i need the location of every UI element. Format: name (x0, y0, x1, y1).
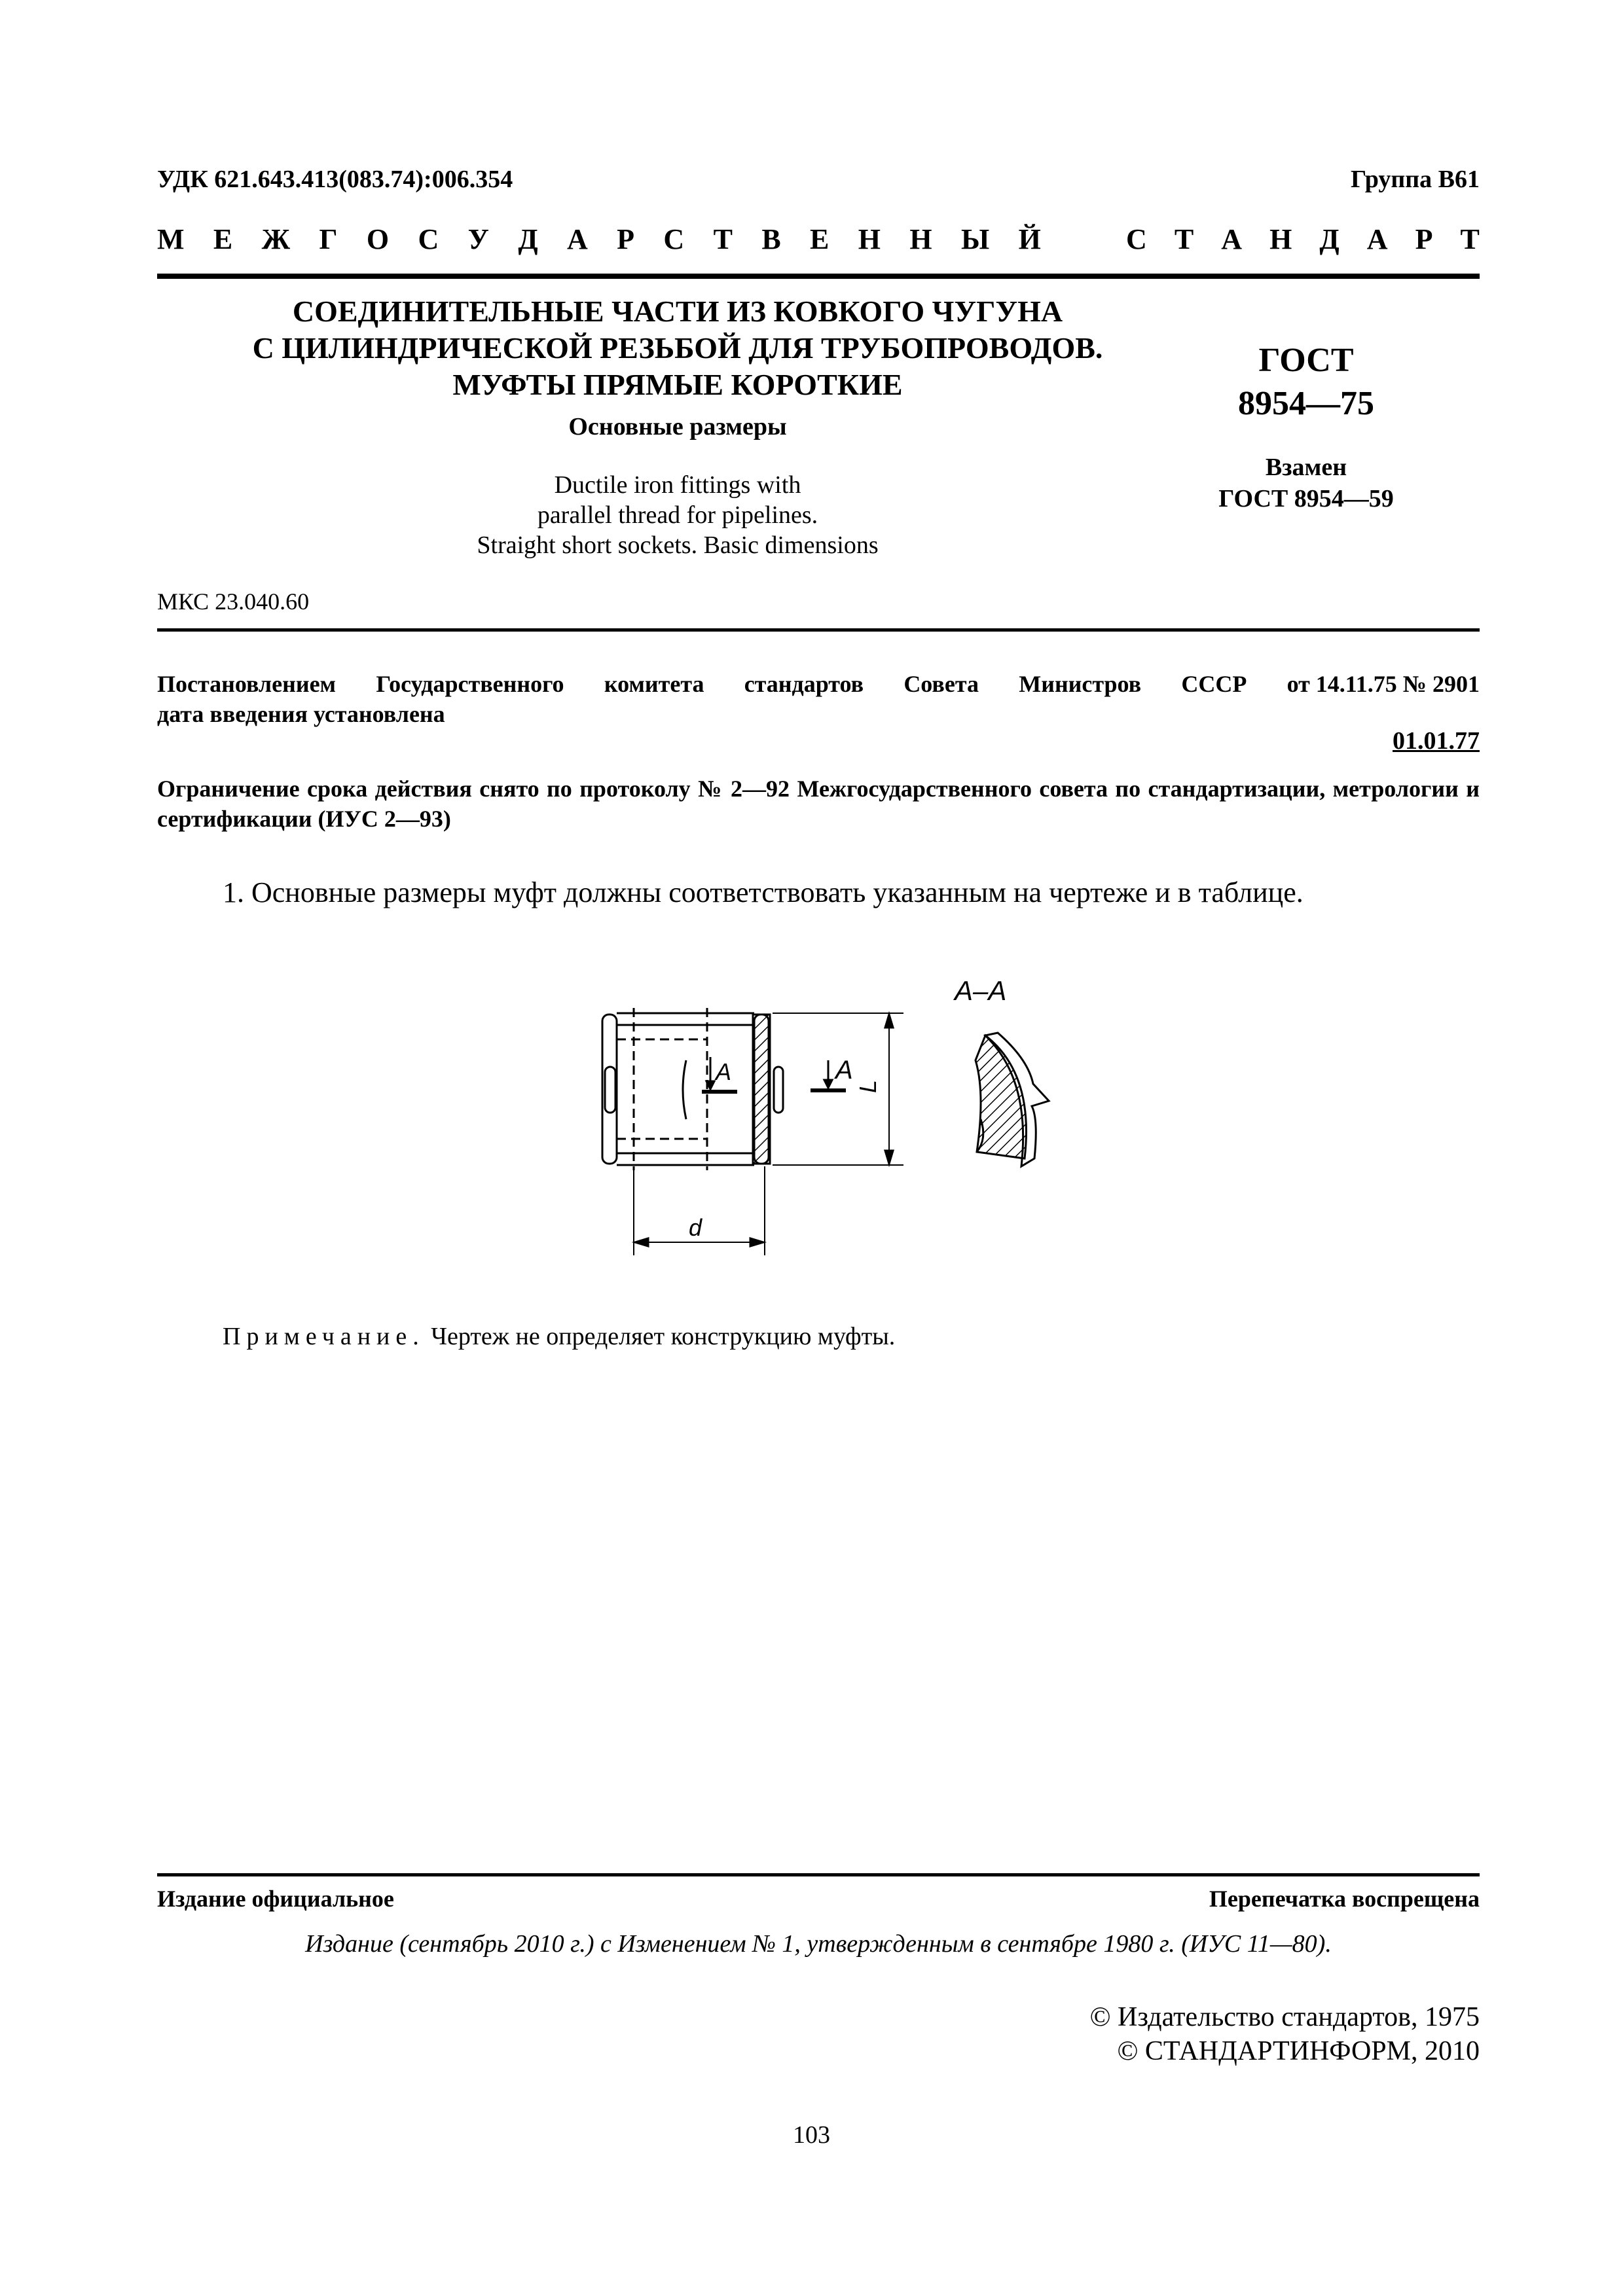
banner-standard-letter: С (1126, 223, 1147, 255)
group-code: Группа В61 (1350, 166, 1480, 193)
decree-word: Постановлением (157, 671, 337, 697)
decree-word: комитета (604, 671, 704, 697)
banner-interstate-letter: Р (617, 223, 635, 255)
banner-standard-letter: Н (1269, 223, 1292, 255)
banner-standard-letter: А (1366, 223, 1388, 255)
cut-label-right: А (835, 1056, 853, 1085)
decree-word: Совета (903, 671, 979, 697)
dim-length-label: L (854, 1079, 881, 1093)
banner-word-standard (1126, 223, 1480, 256)
banner-interstate-letter: С (663, 223, 685, 255)
mks-code: МКС 23.040.60 (157, 588, 310, 615)
banner-interstate-letter: Е (810, 223, 830, 255)
dim-diameter-label: d (689, 1214, 702, 1241)
decree-word: от 14.11.75 № 2901 (1286, 671, 1480, 697)
section-label: А–А (955, 975, 1007, 1006)
decree-word: Государственного (376, 671, 564, 697)
cut-label-left: А (716, 1058, 732, 1085)
banner-interstate-letter: У (467, 223, 489, 255)
banner-standard-letter: А (1221, 223, 1243, 255)
banner-interstate-letter: Ы (961, 223, 990, 255)
gost-number: 8954—75 (1238, 385, 1374, 422)
standard-type-banner (157, 223, 1480, 256)
title-block-rule (157, 628, 1480, 632)
banner-interstate-letter: С (418, 223, 439, 255)
banner-interstate-letter: М (157, 223, 185, 255)
banner-interstate-letter: О (366, 223, 390, 255)
reprint-prohibited: Перепечатка воспрещена (1209, 1886, 1480, 1912)
banner-interstate-letter: В (761, 223, 781, 255)
title-line-1: СОЕДИНИТЕЛЬНЫЕ ЧАСТИ ИЗ КОВКОГО ЧУГУНА (292, 295, 1063, 328)
english-title-line-3: Straight short sockets. Basic dimensions (477, 531, 879, 559)
copyright-1: © Издательство стандартов, 1975 (1089, 2002, 1480, 2032)
decree-line-2: дата введения установлена (157, 701, 445, 727)
decree-word: СССР (1181, 671, 1247, 697)
banner-interstate-letter: Г (319, 223, 338, 255)
banner-standard-letter: Т (1460, 223, 1480, 255)
official-edition: Издание официальное (157, 1886, 394, 1912)
decree-paragraph (157, 669, 1480, 729)
banner-standard-letter: Р (1415, 223, 1433, 255)
banner-standard-letter: Д (1319, 223, 1340, 255)
gost-label: ГОСТ (1258, 342, 1354, 379)
limitation-paragraph: Ограничение срока действия снято по протоколу № 2—92 Межгосударственного совета по стандартизации, метрологии и сертификации (ИУС 2—93) (157, 776, 1480, 832)
drawing-note (223, 1322, 895, 1351)
banner-interstate-letter: Н (909, 223, 932, 255)
decree-word: стандартов (744, 671, 864, 697)
header-rule (157, 274, 1480, 279)
socket-side-view (602, 1008, 783, 1170)
replaces-value: ГОСТ 8954—59 (1218, 485, 1394, 512)
banner-standard-letter: Т (1174, 223, 1194, 255)
document-subtitle: Основные размеры (568, 413, 787, 440)
section-markers (702, 1056, 853, 1092)
section-view (953, 975, 1049, 1166)
banner-interstate-letter: Й (1018, 223, 1041, 255)
document-title (216, 293, 1139, 403)
banner-word-interstate (157, 223, 1041, 256)
title-line-3: МУФТЫ ПРЯМЫЕ КОРОТКИЕ (452, 368, 903, 401)
banner-interstate-letter: Д (518, 223, 538, 255)
gost-designation (1165, 339, 1447, 425)
replaces-block (1165, 452, 1447, 514)
banner-interstate-letter: Ж (261, 223, 291, 255)
english-title (216, 470, 1139, 560)
introduction-date: 01.01.77 (1393, 727, 1480, 755)
banner-interstate-letter: Н (858, 223, 881, 255)
title-line-2: С ЦИЛИНДРИЧЕСКОЙ РЕЗЬБОЙ ДЛЯ ТРУБОПРОВОДОВ. (252, 331, 1103, 365)
banner-interstate-letter: Т (713, 223, 733, 255)
socket-drawing (576, 962, 1074, 1270)
replaces-label: Взамен (1265, 454, 1347, 481)
note-label: Примечание. (223, 1323, 425, 1350)
page-number: 103 (793, 2121, 830, 2149)
copyright-2: © СТАНДАРТИНФОРМ, 2010 (1117, 2036, 1480, 2066)
english-title-line-1: Ductile iron fittings with (554, 471, 801, 499)
clause-1: 1. Основные размеры муфт должны соответствовать указанным на чертеже и в таблице. (223, 876, 1304, 908)
footer-rule (157, 1873, 1480, 1876)
banner-interstate-letter: Е (213, 223, 233, 255)
banner-interstate-letter: А (567, 223, 588, 255)
note-text: Чертеж не определяет конструкцию муфты. (431, 1323, 896, 1350)
edition-details: Издание (сентябрь 2010 г.) с Изменением № 1, утвержденным в сентябре 1980 г. (ИУС 11—80). (305, 1930, 1332, 1958)
diameter-dimension (634, 1166, 765, 1255)
udk-code: УДК 621.643.413(083.74):006.354 (157, 166, 513, 193)
decree-line-1 (157, 669, 1480, 699)
decree-word: Министров (1019, 671, 1142, 697)
english-title-line-2: parallel thread for pipelines. (537, 501, 818, 529)
